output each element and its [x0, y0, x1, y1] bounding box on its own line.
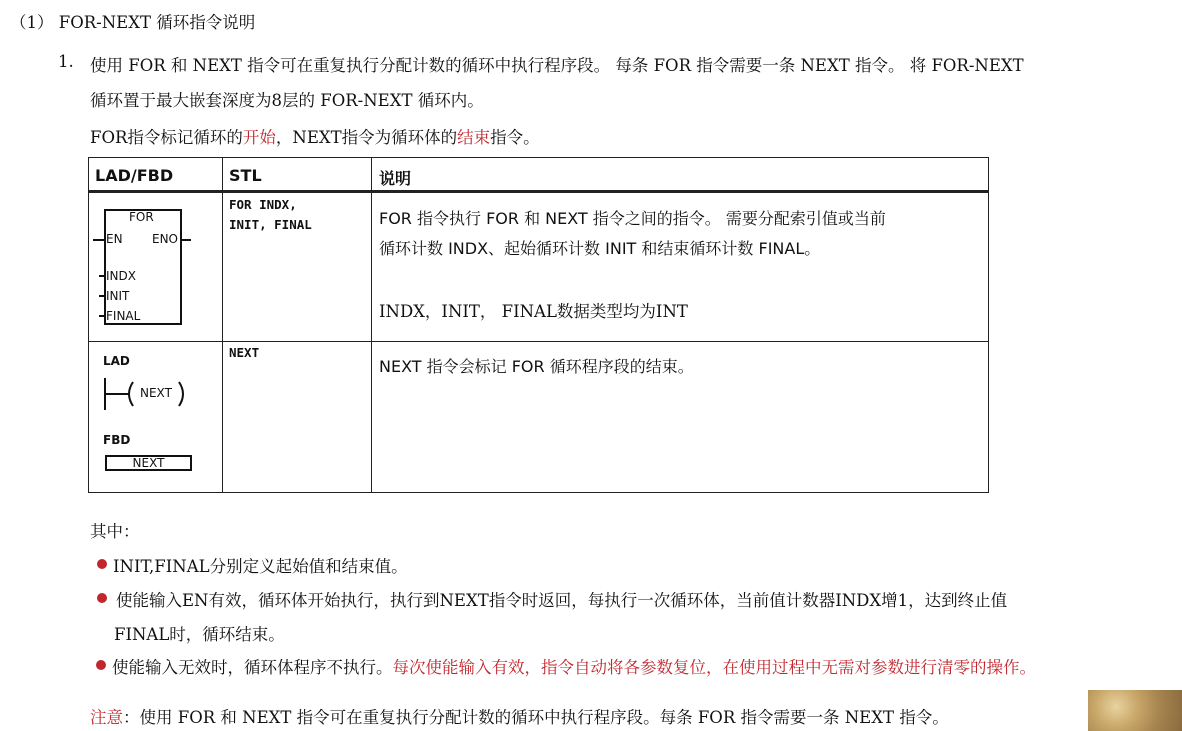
- summary-part3: 指令。: [490, 128, 540, 147]
- bullet-3-black: 使能输入无效时，循环体程序不执行。: [112, 658, 393, 677]
- for-block-eno: ENO: [152, 232, 179, 246]
- bullet-2-line2: FINAL时，循环结束。: [114, 625, 285, 644]
- next-lad-label: LAD: [103, 354, 130, 368]
- header-stl: STL: [229, 166, 262, 185]
- for-stl-line1: FOR INDX,: [229, 197, 297, 212]
- next-fbd-box: [105, 455, 192, 471]
- for-block-init: INIT: [106, 289, 130, 303]
- next-fbd-box-text: NEXT: [132, 456, 165, 470]
- summary-part1: FOR指令标记循环的: [90, 128, 243, 147]
- item1-number: 1.: [58, 52, 74, 71]
- section-title: （1） FOR-NEXT 循环指令说明: [10, 13, 256, 32]
- note-label: 注意: [90, 708, 123, 727]
- for-stl-line2: INIT, FINAL: [229, 217, 312, 232]
- instruction-table: [88, 157, 989, 493]
- note-text: ：使用 FOR 和 NEXT 指令可在重复执行分配计数的循环中执行程序段。每条 FOR 指令需要一条 NEXT 指令。: [123, 708, 949, 727]
- for-desc-line3: INDX，INIT， FINAL数据类型均为INT: [379, 302, 688, 321]
- header-lad-fbd: LAD/FBD: [95, 166, 174, 185]
- for-desc-line2: 循环计数 INDX、起始循环计数 INIT 和结束循环计数 FINAL。: [379, 239, 821, 258]
- for-block-final: FINAL: [106, 309, 141, 323]
- summary-start-highlight: 开始: [242, 128, 276, 147]
- for-next-summary: [90, 124, 540, 148]
- header-description: 说明: [379, 169, 412, 188]
- summary-part2: ，NEXT指令为循环体的: [275, 128, 458, 147]
- for-desc-line1: FOR 指令执行 FOR 和 NEXT 指令之间的指令。 需要分配索引值或当前: [379, 209, 886, 228]
- bullet-dot-1: [97, 559, 107, 569]
- for-block-title: FOR: [129, 210, 154, 224]
- bullet-2-line1: 使能输入EN有效，循环体开始执行，执行到NEXT指令时返回，每执行一次循环体，当前值计数器INDX增1，达到终止值: [116, 591, 1008, 610]
- next-coil-text: NEXT: [140, 386, 172, 400]
- for-block-indx: INDX: [106, 269, 136, 283]
- thumbnail-image: [1088, 690, 1182, 731]
- for-block-en: EN: [106, 232, 123, 246]
- bullet-3-red: 每次使能输入有效，指令自动将各参数复位，在使用过程中无需对参数进行清零的操作。: [392, 658, 1036, 677]
- next-fbd-label: FBD: [103, 433, 131, 447]
- summary-end-highlight: 结束: [457, 128, 491, 147]
- next-stl: NEXT: [229, 345, 260, 360]
- item1-line2: 循环置于最大嵌套深度为8层的 FOR-NEXT 循环内。: [90, 91, 484, 110]
- next-desc: NEXT 指令会标记 FOR 循环程序段的结束。: [379, 357, 694, 376]
- bullet-3-text: [112, 654, 1036, 678]
- note-line: [90, 704, 949, 728]
- among-label: 其中：: [90, 522, 140, 541]
- bullet-dot-3: [96, 660, 106, 670]
- item1-line1: 使用 FOR 和 NEXT 指令可在重复执行分配计数的循环中执行程序段。 每条 FOR 指令需要一条 NEXT 指令。 将 FOR-NEXT: [90, 56, 1024, 75]
- bullet-dot-2: [97, 593, 107, 603]
- bullet-1-text: INIT,FINAL分别定义起始值和结束值。: [113, 557, 408, 576]
